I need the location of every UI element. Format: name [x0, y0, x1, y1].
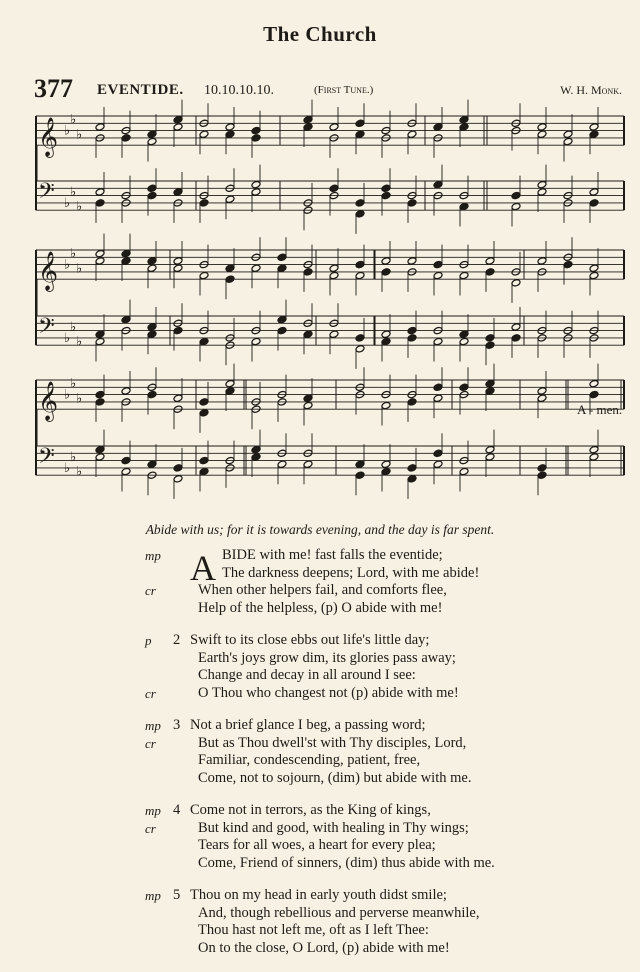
- note-head: [459, 383, 469, 391]
- note-head: [537, 180, 547, 188]
- hymn-number: 377: [34, 74, 73, 103]
- note-head: [355, 119, 365, 127]
- note-head: [173, 394, 183, 402]
- note-head: [589, 390, 599, 398]
- note-head: [355, 471, 365, 479]
- note-head: [251, 445, 261, 453]
- flat-sign-icon: ♭: [76, 391, 83, 407]
- verse-line: [0, 685, 640, 703]
- note-head: [147, 330, 157, 338]
- note-head: [433, 383, 443, 391]
- flat-sign-icon: ♭: [70, 246, 77, 262]
- note-head: [433, 180, 443, 188]
- note-head: [277, 326, 287, 334]
- note-head: [173, 115, 183, 123]
- note-head: [485, 268, 495, 276]
- verse-text: Come not in terrors, as the King of kings,: [190, 802, 431, 818]
- verse-line: [0, 650, 640, 668]
- note-head: [459, 271, 469, 279]
- note-head: [173, 123, 183, 131]
- note-head: [225, 264, 235, 272]
- note-head: [173, 188, 183, 196]
- page-header: The Church: [263, 22, 377, 46]
- verse-text: And, though rebellious and perverse meanwhile,: [198, 904, 480, 921]
- note-head: [173, 264, 183, 272]
- note-head: [277, 315, 287, 323]
- note-head: [147, 323, 157, 331]
- verse-line: [0, 632, 640, 650]
- composer: W. H. Monk.: [560, 83, 622, 97]
- note-head: [355, 334, 365, 342]
- note-head: [407, 130, 417, 138]
- note-head: [511, 334, 521, 342]
- note-head: [277, 264, 287, 272]
- note-head: [407, 257, 417, 265]
- note-head: [381, 191, 391, 199]
- flat-sign-icon: ♭: [76, 199, 83, 215]
- treble-clef-icon: 𝄞: [38, 117, 59, 158]
- note-head: [95, 199, 105, 207]
- note-head: [459, 467, 469, 475]
- verse-text: When other helpers fail, and comforts flee,: [198, 582, 447, 598]
- verse-text: Earth's joys grow dim, its glories pass away;: [198, 649, 456, 666]
- flat-sign-icon: ♭: [70, 449, 77, 465]
- verse-line: [0, 752, 640, 770]
- note-head: [147, 191, 157, 199]
- stanza: [0, 802, 640, 872]
- tune-note: (First Tune.): [314, 84, 374, 96]
- note-head: [589, 264, 599, 272]
- verse-line: [0, 855, 640, 873]
- note-head: [251, 337, 261, 345]
- note-head: [355, 210, 365, 218]
- note-head: [147, 390, 157, 398]
- verse-text: The darkness deepens; Lord, with me abide!: [222, 564, 480, 581]
- flat-sign-icon: ♭: [70, 112, 77, 128]
- note-head: [485, 453, 495, 461]
- verse-line: [0, 565, 640, 583]
- note-head: [251, 126, 261, 134]
- note-head: [589, 188, 599, 196]
- note-head: [199, 130, 209, 138]
- stanza: [0, 547, 640, 617]
- flat-sign-icon: ♭: [76, 127, 83, 143]
- note-head: [199, 271, 209, 279]
- note-head: [485, 387, 495, 395]
- note-head: [537, 471, 547, 479]
- verse-text: Help of the helpless, (p) O abide with me!: [198, 599, 443, 616]
- note-head: [303, 268, 313, 276]
- note-head: [433, 394, 443, 402]
- note-head: [355, 199, 365, 207]
- note-head: [147, 184, 157, 192]
- drop-cap: A: [190, 548, 216, 588]
- note-head: [407, 199, 417, 207]
- note-head: [303, 394, 313, 402]
- note-head: [329, 123, 339, 131]
- note-head: [589, 445, 599, 453]
- note-head: [225, 123, 235, 131]
- note-head: [303, 460, 313, 468]
- flat-sign-icon: ♭: [76, 334, 83, 350]
- flat-sign-icon: ♭: [64, 195, 71, 211]
- note-head: [329, 184, 339, 192]
- note-head: [147, 460, 157, 468]
- note-head: [433, 260, 443, 268]
- note-head: [459, 337, 469, 345]
- note-head: [589, 453, 599, 461]
- verse-line: [0, 582, 640, 600]
- note-head: [303, 123, 313, 131]
- bass-clef-icon: 𝄢: [38, 313, 55, 344]
- meter: 10.10.10.10.: [204, 83, 274, 98]
- note-head: [199, 467, 209, 475]
- verse-line: [0, 802, 640, 820]
- treble-clef-icon: 𝄞: [38, 251, 59, 292]
- dynamic-marking: mp: [145, 803, 161, 818]
- note-head: [121, 134, 131, 142]
- note-head: [147, 137, 157, 145]
- note-head: [121, 456, 131, 464]
- note-head: [199, 398, 209, 406]
- note-head: [537, 123, 547, 131]
- note-head: [589, 123, 599, 131]
- note-head: [199, 409, 209, 417]
- verse-line: [0, 922, 640, 940]
- treble-clef-icon: 𝄞: [38, 381, 59, 422]
- flat-sign-icon: ♭: [64, 387, 71, 403]
- note-head: [225, 387, 235, 395]
- note-head: [537, 387, 547, 395]
- note-head: [251, 180, 261, 188]
- flat-sign-icon: ♭: [64, 123, 71, 139]
- verse-text: On to the close, O Lord, (p) abide with me!: [198, 939, 450, 956]
- verse-line: [0, 905, 640, 923]
- dynamic-marking: p: [145, 633, 152, 648]
- note-head: [459, 330, 469, 338]
- verse-line: [0, 735, 640, 753]
- note-head: [225, 379, 235, 387]
- note-head: [121, 387, 131, 395]
- dynamic-marking: cr: [145, 735, 156, 751]
- verse-text: O Thou who changest not (p) abide with me!: [198, 684, 459, 701]
- flat-sign-icon: ♭: [70, 319, 77, 335]
- note-head: [511, 323, 521, 331]
- bass-clef-icon: 𝄢: [38, 178, 55, 209]
- note-head: [251, 453, 261, 461]
- note-head: [433, 449, 443, 457]
- verse-line: [0, 770, 640, 788]
- note-head: [589, 130, 599, 138]
- dynamic-marking: cr: [145, 583, 156, 598]
- note-head: [563, 137, 573, 145]
- verse-text: BIDE with me! fast falls the eventide;: [222, 547, 443, 563]
- note-head: [95, 330, 105, 338]
- note-head: [459, 115, 469, 123]
- note-head: [329, 271, 339, 279]
- verse-text: Come, Friend of sinners, (dim) thus abide with me.: [198, 854, 495, 871]
- note-head: [251, 188, 261, 196]
- flat-sign-icon: ♭: [70, 184, 77, 200]
- note-head: [511, 191, 521, 199]
- note-head: [121, 249, 131, 257]
- verse-text: Thou on my head in early youth didst smile;: [190, 887, 447, 903]
- verse-number: 3: [173, 717, 181, 733]
- note-head: [199, 199, 209, 207]
- note-head: [485, 334, 495, 342]
- note-head: [303, 401, 313, 409]
- verse-text: Change and decay in all around I see:: [198, 667, 416, 683]
- note-head: [173, 257, 183, 265]
- note-head: [381, 401, 391, 409]
- note-head: [355, 345, 365, 353]
- note-head: [381, 268, 391, 276]
- note-head: [407, 334, 417, 342]
- note-head: [485, 379, 495, 387]
- verse-text: Tears for all woes, a heart for every plea;: [198, 837, 436, 853]
- note-head: [485, 257, 495, 265]
- stanza: [0, 887, 640, 957]
- note-head: [251, 264, 261, 272]
- note-head: [589, 271, 599, 279]
- note-head: [225, 195, 235, 203]
- note-head: [95, 257, 105, 265]
- note-head: [407, 464, 417, 472]
- verse-number: 4: [173, 802, 181, 818]
- note-head: [407, 475, 417, 483]
- flat-sign-icon: ♭: [70, 376, 77, 392]
- note-head: [433, 123, 443, 131]
- note-head: [355, 460, 365, 468]
- note-head: [537, 257, 547, 265]
- verse-text: Thou hast not left me, oft as I left Thee:: [198, 922, 429, 938]
- note-head: [95, 337, 105, 345]
- note-head: [511, 279, 521, 287]
- note-head: [537, 394, 547, 402]
- note-head: [199, 337, 209, 345]
- note-head: [95, 249, 105, 257]
- verse-number: 5: [173, 887, 181, 903]
- note-head: [537, 464, 547, 472]
- note-head: [303, 115, 313, 123]
- verse-text: Come, not to sojourn, (dim) but abide with me.: [198, 769, 472, 786]
- verse-line: [0, 820, 640, 838]
- flat-sign-icon: ♭: [64, 460, 71, 476]
- note-head: [225, 130, 235, 138]
- flat-sign-icon: ♭: [64, 257, 71, 273]
- verse-text: Swift to its close ebbs out life's little day;: [190, 632, 430, 648]
- note-head: [381, 337, 391, 345]
- note-head: [173, 475, 183, 483]
- dynamic-marking: mp: [145, 548, 161, 563]
- verse-line: [0, 717, 640, 735]
- verse-text: Familiar, condescending, patient, free,: [198, 752, 421, 768]
- note-head: [537, 130, 547, 138]
- stanza: [0, 717, 640, 787]
- note-head: [95, 390, 105, 398]
- bass-clef-icon: 𝄢: [38, 443, 55, 474]
- verse-text: But as Thou dwell'st with Thy disciples, Lord,: [198, 734, 467, 751]
- dynamic-marking: mp: [145, 718, 161, 733]
- dynamic-marking: cr: [145, 685, 156, 701]
- note-head: [121, 467, 131, 475]
- flat-sign-icon: ♭: [76, 464, 83, 480]
- dynamic-marking: mp: [145, 888, 161, 903]
- note-head: [433, 460, 443, 468]
- note-head: [121, 257, 131, 265]
- note-head: [355, 130, 365, 138]
- note-head: [589, 379, 599, 387]
- note-head: [407, 398, 417, 406]
- note-head: [381, 460, 391, 468]
- note-head: [537, 188, 547, 196]
- note-head: [329, 330, 339, 338]
- verse-number: 2: [173, 632, 181, 648]
- note-head: [381, 257, 391, 265]
- note-head: [277, 460, 287, 468]
- dynamic-marking: cr: [145, 820, 156, 836]
- note-head: [433, 271, 443, 279]
- note-head: [485, 341, 495, 349]
- note-head: [173, 326, 183, 334]
- note-head: [459, 123, 469, 131]
- amen-text: A - men.: [577, 402, 623, 417]
- note-head: [147, 130, 157, 138]
- verse-line: [0, 667, 640, 685]
- note-head: [95, 123, 105, 131]
- stanza: [0, 632, 640, 702]
- note-head: [459, 202, 469, 210]
- note-head: [251, 134, 261, 142]
- verse-line: [0, 600, 640, 618]
- note-head: [147, 257, 157, 265]
- tune-name: EVENTIDE.: [97, 82, 184, 98]
- note-head: [95, 398, 105, 406]
- note-head: [355, 260, 365, 268]
- flat-sign-icon: ♭: [64, 330, 71, 346]
- note-head: [147, 264, 157, 272]
- note-head: [407, 326, 417, 334]
- note-head: [95, 188, 105, 196]
- note-head: [381, 467, 391, 475]
- note-head: [563, 260, 573, 268]
- verse-line: [0, 837, 640, 855]
- verse-text: But kind and good, with healing in Thy wings;: [198, 819, 469, 836]
- note-head: [225, 275, 235, 283]
- note-head: [563, 130, 573, 138]
- flat-sign-icon: ♭: [76, 261, 83, 277]
- note-head: [381, 184, 391, 192]
- note-head: [95, 445, 105, 453]
- note-head: [277, 253, 287, 261]
- note-head: [121, 315, 131, 323]
- note-head: [589, 199, 599, 207]
- note-head: [199, 456, 209, 464]
- note-head: [95, 453, 105, 461]
- note-head: [433, 337, 443, 345]
- epigraph: Abide with us; for it is towards evening, and the day is far spent.: [145, 522, 495, 537]
- verse-line: [0, 887, 640, 905]
- hymn-verses: [0, 547, 640, 972]
- note-head: [173, 464, 183, 472]
- note-head: [511, 202, 521, 210]
- note-head: [355, 271, 365, 279]
- note-head: [381, 330, 391, 338]
- note-head: [329, 264, 339, 272]
- note-head: [303, 330, 313, 338]
- verse-line: [0, 940, 640, 958]
- verse-text: Not a brief glance I beg, a passing word;: [190, 717, 426, 733]
- note-head: [485, 445, 495, 453]
